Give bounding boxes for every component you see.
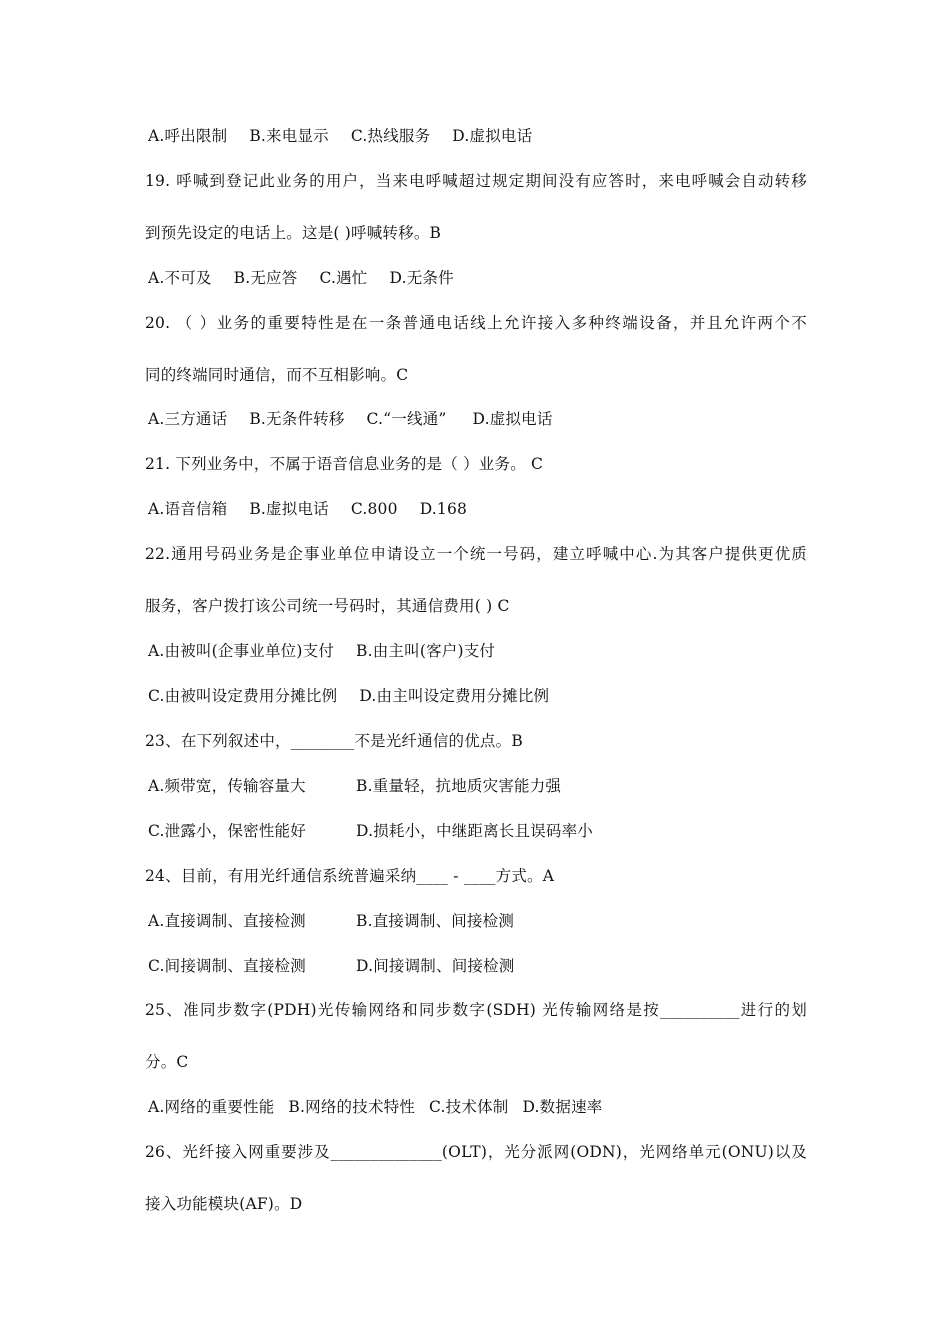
option: A.三方通话: [148, 410, 228, 428]
question-text: 22.通用号码业务是企事业单位申请设立一个统一号码，建立呼喊中心.为其客户提供更优质: [145, 545, 807, 563]
option: D.虚拟电话: [452, 127, 533, 145]
option-row: [148, 776, 561, 796]
option-row: [148, 1097, 603, 1117]
option: C.800: [350, 500, 398, 518]
option: B.重量轻，抗地质灾害能力强: [356, 777, 562, 795]
question-text: 24、目前，有用光纤通信系统普遍采纳____ - ____方式。A: [145, 867, 555, 885]
option: C.泄露小，保密性能好: [148, 822, 306, 840]
option: B.虚拟电话: [249, 500, 329, 518]
option-row: [148, 268, 454, 288]
option: A.不可及: [148, 269, 212, 287]
option: D.间接调制、间接检测: [356, 957, 515, 975]
option: B.网络的技术特性: [288, 1098, 416, 1116]
option: C.“一线通”: [366, 410, 447, 428]
option: B.无条件转移: [249, 410, 345, 428]
option: C.技术体制: [429, 1098, 509, 1116]
option: D.无条件: [389, 269, 454, 287]
option: D.损耗小，中继距离长且误码率小: [356, 822, 594, 840]
option-row: [148, 126, 532, 146]
question-text: 19. 呼喊到登记此业务的用户，当来电呼喊超过规定期间没有应答时，来电呼喊会自动转移: [145, 172, 807, 190]
option: C.热线服务: [350, 127, 431, 145]
question-text: 26、光纤接入网重要涉及______________(OLT)，光分派网(ODN)，光网络单元(ONU)以及: [145, 1143, 807, 1161]
option: B.来电显示: [249, 127, 329, 145]
question-text: 同的终端同时通信，而不互相影响。C: [145, 366, 409, 384]
question-text: 21. 下列业务中，不属于语音信息业务的是（ ）业务。 C: [145, 455, 544, 473]
option: A.由被叫(企事业单位)支付: [148, 642, 335, 660]
option-row: [148, 686, 549, 706]
option: A.直接调制、直接检测: [148, 912, 306, 930]
option: D.数据速率: [522, 1098, 603, 1116]
option: D.由主叫设定费用分摊比例: [359, 687, 550, 705]
option: A.语音信箱: [148, 500, 228, 518]
option: A.呼出限制: [148, 127, 228, 145]
option-row: [148, 911, 514, 931]
option-row: [148, 641, 495, 661]
question-text: 20. （ ）业务的重要特性是在一条普通电话线上允许接入多种终端设备，并且允许两个不: [145, 314, 807, 332]
option: B.由主叫(客户)支付: [356, 642, 496, 660]
option: A.网络的重要性能: [148, 1098, 275, 1116]
option: C.遇忙: [319, 269, 368, 287]
option: C.由被叫设定费用分摊比例: [148, 687, 338, 705]
option-row: [148, 499, 467, 519]
option: B.直接调制、间接检测: [356, 912, 515, 930]
option-row: [148, 956, 515, 976]
question-text: 接入功能模块(AF)。D: [145, 1195, 303, 1213]
option: C.间接调制、直接检测: [148, 957, 306, 975]
question-text: 23、在下列叙述中，________不是光纤通信的优点。B: [145, 732, 523, 750]
option: B.无应答: [233, 269, 298, 287]
option-row: [148, 821, 593, 841]
option: A.频带宽，传输容量大: [148, 777, 306, 795]
option: D.168: [419, 500, 468, 518]
option-row: [148, 409, 553, 429]
question-text: 分。C: [145, 1053, 189, 1071]
question-text: 到预先设定的电话上。这是( )呼喊转移。B: [145, 224, 442, 242]
question-text: 服务，客户拨打该公司统一号码时，其通信费用( ) C: [145, 597, 510, 615]
question-text: 25、准同步数字(PDH)光传输网络和同步数字(SDH) 光传输网络是按__________进行的划: [145, 1001, 807, 1019]
option: D.虚拟电话: [472, 410, 553, 428]
